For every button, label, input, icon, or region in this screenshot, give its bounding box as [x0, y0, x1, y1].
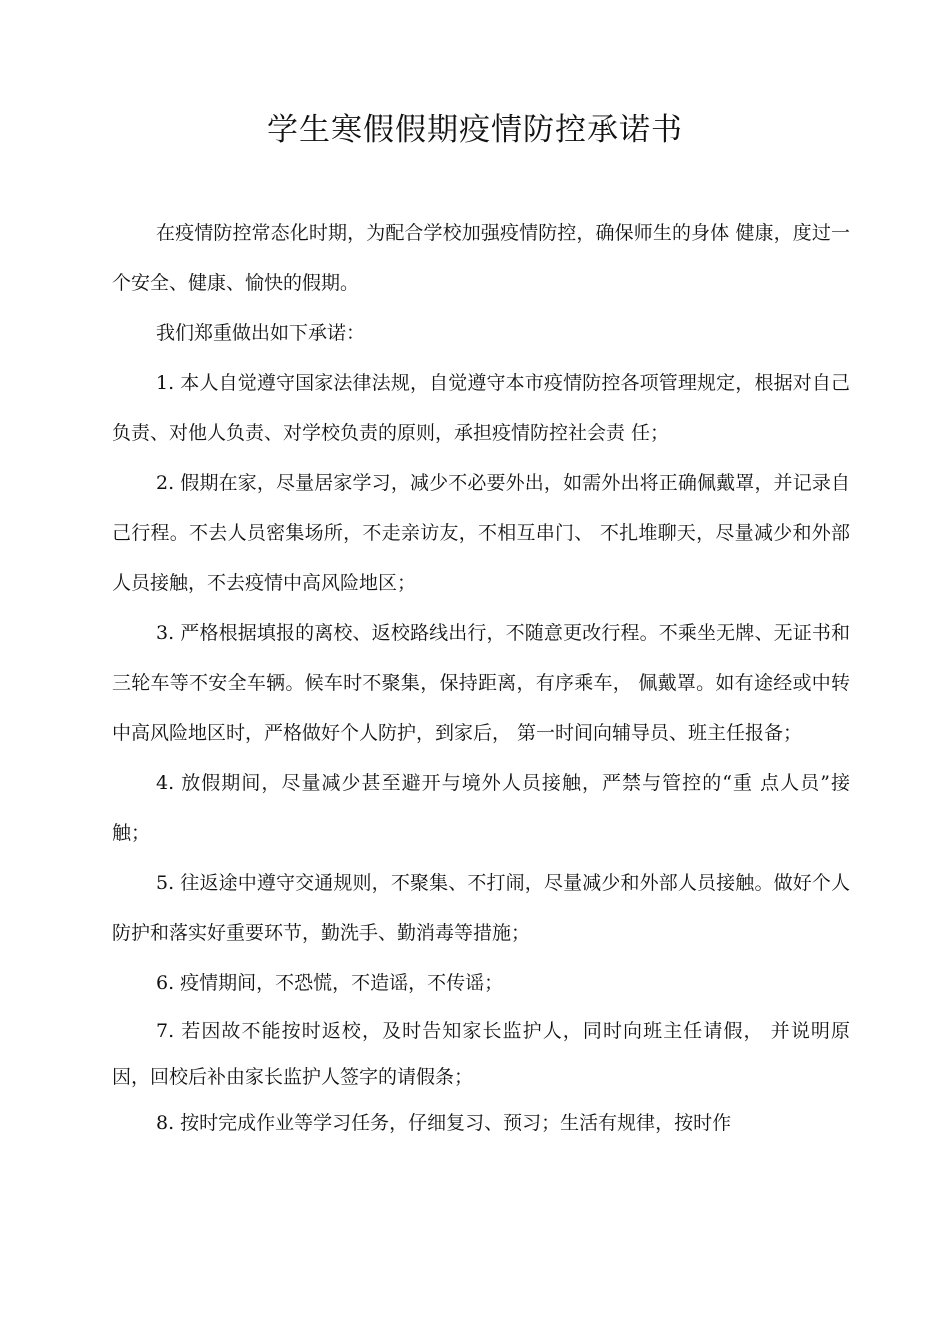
paragraph-item-8: 8. 按时完成作业等学习任务，仔细复习、预习；生活有规律，按时作: [156, 1112, 732, 1134]
paragraph-pledge-heading: 我们郑重做出如下承诺：: [156, 322, 366, 344]
paragraph-item-4: 4. 放假期间，尽量减少甚至避开与境外人员接触，严禁与管控的“重 点人员”接触；: [112, 772, 850, 844]
paragraph-item-6: 6. 疫情期间，不恐慌，不造谣，不传谣；: [156, 972, 504, 994]
document-title: 学生寒假假期疫情防控承诺书: [267, 112, 683, 148]
document-body: [112, 208, 850, 1146]
paragraph-item-1: 1. 本人自觉遵守国家法律法规，自觉遵守本市疫情防控各项管理规定，根据对自己负责、对他人负责、对学校负责的原则，承担疫情防控社会责 任；: [112, 372, 850, 444]
paragraph-item-3: 3. 严格根据填报的离校、返校路线出行，不随意更改行程。不乘坐无牌、无证书和三轮车等不安全车辆。候车时不聚集，保持距离，有序乘车， 佩戴罩。如有途经或中转中高风险地区时，严格做好个人防护，到家后， 第一时间向辅导员、班主任报备；: [112, 622, 850, 744]
paragraph-item-7: 7. 若因故不能按时返校，及时告知家长监护人，同时向班主任请假， 并说明原因，回校后补由家长监护人签字的请假条；: [112, 1020, 850, 1088]
paragraph-item-2: 2. 假期在家，尽量居家学习，减少不必要外出，如需外出将正确佩戴罩，并记录自己行程。不去人员密集场所，不走亲访友，不相互串门、 不扎堆聊天，尽量减少和外部人员接触，不去疫情中高风险地区；: [112, 472, 850, 594]
paragraph-intro: 在疫情防控常态化时期，为配合学校加强疫情防控，确保师生的身体 健康，度过一个安全、健康、愉快的假期。: [112, 222, 850, 294]
paragraph-item-5: 5. 往返途中遵守交通规则，不聚集、不打闹，尽量减少和外部人员接触。做好个人防护和落实好重要环节，勤洗手、勤消毒等措施；: [112, 872, 850, 944]
